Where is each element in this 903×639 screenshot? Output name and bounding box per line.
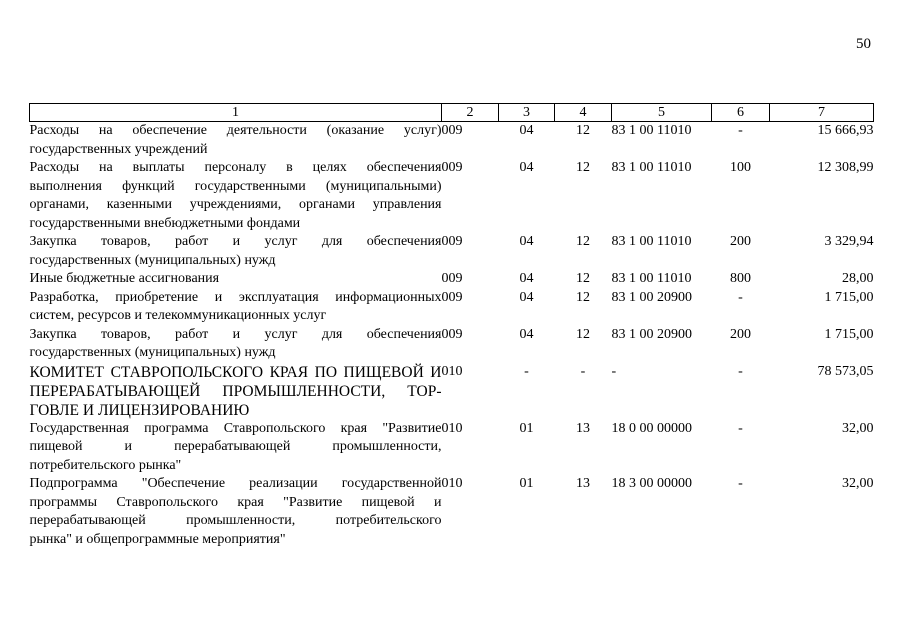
row-cell-c7: 12 308,99 — [817, 160, 874, 175]
table-body — [30, 122, 874, 550]
row-cell-c7: 15 666,93 — [817, 123, 874, 138]
row-cell-c3: 01 — [519, 420, 534, 436]
row-cell-c4: - — [580, 363, 586, 379]
row-name-line: органами, казенными учреждениями, органами управления — [29, 197, 442, 212]
row-cell-c4: 12 — [576, 160, 590, 175]
header-col-7: 7 — [770, 104, 874, 122]
header-col-4: 4 — [555, 104, 612, 122]
row-cell-c7: 32,00 — [842, 476, 874, 491]
row-cell-c7: 3 329,94 — [824, 234, 874, 249]
row-name-cell — [30, 159, 442, 233]
row-cell-c7: 1 715,00 — [824, 289, 874, 305]
row-cell-c7: 1 715,00 — [824, 326, 874, 342]
header-col-1: 1 — [30, 104, 442, 122]
row-cell-c3: 04 — [519, 234, 534, 249]
row-name-cell — [30, 270, 442, 289]
row-cell-c6: - — [738, 363, 743, 379]
row-cell-c6: - — [738, 420, 743, 436]
row-cell-c3: 04 — [519, 160, 534, 175]
row-name-cell — [30, 475, 442, 549]
row-name-line: выполнения функций государственными (муниципальными) — [29, 178, 442, 194]
row-cell-c2: 009 — [441, 326, 463, 342]
row-name-line: Разработка, приобретение и эксплуатация информационных — [29, 289, 442, 305]
row-name-cell — [30, 122, 442, 160]
row-name-line: государственных учреждений — [29, 141, 208, 157]
row-cell-c6: - — [738, 476, 743, 491]
row-cell-c5: 83 1 00 11010 — [611, 271, 692, 286]
table-row — [30, 363, 874, 420]
row-cell-c5: 18 0 00 00000 — [611, 420, 692, 436]
row-cell-c7: 32,00 — [842, 420, 874, 436]
row-cell-c3: 04 — [519, 326, 534, 342]
row-cell-c4: 12 — [576, 289, 590, 305]
row-name-cell — [30, 363, 442, 420]
row-name-line: государственных (муниципальных) нужд — [29, 252, 276, 268]
row-cell-c2: 009 — [441, 160, 463, 175]
budget-table — [29, 103, 874, 549]
table-row — [30, 270, 874, 289]
row-name-line: Закупка товаров, работ и услуг для обеспечения — [29, 326, 442, 342]
row-cell-c7: 78 573,05 — [817, 363, 874, 379]
row-cell-c3: 01 — [519, 476, 534, 491]
row-cell-c4: 13 — [576, 476, 590, 491]
row-cell-c2: 009 — [441, 234, 463, 249]
row-name-line: Подпрограмма "Обеспечение реализации государственной — [29, 476, 442, 491]
row-cell-c6: - — [738, 289, 743, 305]
row-cell-c6: 100 — [730, 160, 751, 175]
row-name-line: Расходы на выплаты персоналу в целях обеспечения — [29, 160, 442, 175]
row-name-line: Государственная программа Ставропольского края "Развитие — [29, 420, 442, 436]
row-cell-c3: 04 — [519, 123, 534, 138]
row-name-line: государственными внебюджетными фондами — [29, 215, 301, 231]
row-name-line: потребительского рынка" — [29, 457, 182, 473]
header-col-3: 3 — [499, 104, 555, 122]
row-cell-c2: 009 — [441, 289, 463, 305]
row-name-line: ПЕРЕРАБАТЫВАЮЩЕЙ ПРОМЫШЛЕННОСТИ, ТОР- — [29, 382, 442, 400]
row-name-cell — [30, 326, 442, 363]
row-name-line: КОМИТЕТ СТАВРОПОЛЬСКОГО КРАЯ ПО ПИЩЕВОЙ И — [29, 363, 442, 381]
header-col-5: 5 — [612, 104, 712, 122]
row-name-line: Расходы на обеспечение деятельности (оказание услуг) — [29, 123, 442, 138]
row-cell-c4: 12 — [576, 326, 590, 342]
row-cell-c5: 83 1 00 11010 — [611, 160, 692, 175]
row-name-cell — [30, 233, 442, 270]
row-name-cell — [30, 289, 442, 326]
row-cell-c5: 83 1 00 11010 — [611, 234, 692, 249]
row-name-line: Закупка товаров, работ и услуг для обеспечения — [29, 234, 442, 249]
row-cell-c5: 83 1 00 11010 — [611, 123, 692, 138]
row-cell-c2: 009 — [441, 271, 463, 286]
row-cell-c4: 13 — [576, 420, 590, 436]
table-row — [30, 475, 874, 549]
row-cell-c3: 04 — [519, 271, 534, 286]
row-cell-c6: 200 — [730, 326, 751, 342]
row-name-line: систем, ресурсов и телекоммуникационных услуг — [29, 308, 327, 323]
row-cell-c6: - — [738, 123, 743, 138]
header-col-6: 6 — [712, 104, 770, 122]
table-row — [30, 233, 874, 270]
row-cell-c2: 010 — [441, 363, 463, 379]
row-cell-c2: 010 — [441, 420, 463, 436]
table-row — [30, 326, 874, 363]
row-name-line: перерабатывающей промышленности, потребительского — [29, 513, 442, 528]
row-cell-c6: 800 — [730, 271, 751, 286]
page-number: 50 — [856, 36, 871, 52]
table-row — [30, 122, 874, 160]
row-name-line: государственных (муниципальных) нужд — [29, 345, 276, 360]
row-cell-c2: 009 — [441, 123, 463, 138]
row-cell-c2: 010 — [441, 476, 463, 491]
row-name-line: Иные бюджетные ассигнования — [29, 271, 220, 286]
row-cell-c5: 83 1 00 20900 — [611, 289, 692, 305]
table-row — [30, 289, 874, 326]
row-cell-c7: 28,00 — [842, 271, 874, 286]
table-row — [30, 420, 874, 476]
row-name-line: пищевой и перерабатывающей промышленности, — [29, 439, 442, 454]
row-cell-c5: - — [611, 363, 617, 379]
header-row — [30, 104, 874, 122]
row-name-cell — [30, 420, 442, 476]
row-cell-c3: 04 — [519, 289, 534, 305]
row-cell-c6: 200 — [730, 234, 751, 249]
row-cell-c4: 12 — [576, 234, 590, 249]
row-cell-c4: 12 — [576, 123, 590, 138]
row-name-line: ГОВЛЕ И ЛИЦЕНЗИРОВАНИЮ — [29, 401, 250, 419]
row-cell-c5: 83 1 00 20900 — [611, 326, 692, 342]
row-cell-c4: 12 — [576, 271, 590, 286]
row-cell-c5: 18 3 00 00000 — [611, 476, 692, 491]
row-cell-c3: - — [524, 363, 529, 379]
header-col-2: 2 — [442, 104, 499, 122]
row-name-line: программы Ставропольского края "Развитие пищевой и — [29, 494, 442, 510]
row-name-line: рынка" и общепрограммные мероприятия" — [29, 531, 286, 547]
table-row — [30, 159, 874, 233]
